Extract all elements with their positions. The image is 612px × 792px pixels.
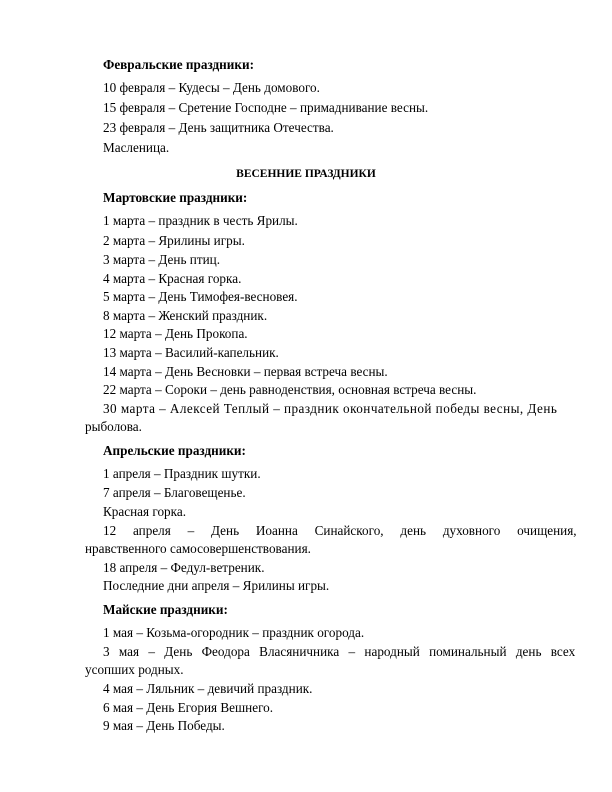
april-item: Последние дни апреля – Ярилины игры.: [103, 578, 330, 593]
march-item: 12 марта – День Прокопа.: [103, 326, 248, 341]
march-item: 22 марта – Сороки – день равноденствия, основная встреча весны.: [103, 382, 477, 397]
march-item: 14 марта – День Весновки – первая встреча весны.: [103, 364, 388, 379]
april-item: Красная горка.: [103, 504, 186, 519]
april-item-justified: 12 апреля – День Иоанна Синайского, день духовного очищения,: [103, 523, 577, 538]
may-item-continuation: усопших родных.: [85, 662, 184, 677]
march-item: 2 марта – Ярилины игры.: [103, 233, 245, 248]
february-item: 23 февраля – День защитника Отечества.: [103, 120, 334, 135]
march-item-continuation: рыболова.: [85, 419, 142, 434]
may-item: 6 мая – День Егория Вешнего.: [103, 700, 274, 715]
march-heading: Мартовские праздники:: [103, 190, 248, 205]
march-item-justified: 30 марта – Алексей Теплый – праздник окончательной победы весны, День: [103, 401, 558, 416]
march-item: 1 марта – праздник в честь Ярилы.: [103, 213, 298, 228]
february-item: Масленица.: [103, 140, 170, 155]
march-item: 5 марта – День Тимофея-весновея.: [103, 289, 298, 304]
april-item-continuation: нравственного самосовершенствования.: [85, 541, 311, 556]
may-item: 9 мая – День Победы.: [103, 718, 225, 733]
may-item: 4 мая – Ляльник – девичий праздник.: [103, 681, 313, 696]
march-item: 3 марта – День птиц.: [103, 252, 220, 267]
april-item: 18 апреля – Федул-ветреник.: [103, 560, 265, 575]
april-item: 7 апреля – Благовещенье.: [103, 485, 246, 500]
march-item: 13 марта – Василий-капельник.: [103, 345, 279, 360]
february-heading: Февральские праздники:: [103, 57, 254, 72]
may-item-justified: 3 мая – День Феодора Власяничника – народный поминальный день всех: [103, 644, 576, 659]
february-item: 10 февраля – Кудесы – День домового.: [103, 80, 320, 95]
march-item: 4 марта – Красная горка.: [103, 271, 242, 286]
february-item: 15 февраля – Сретение Господне – примаднивание весны.: [103, 100, 429, 115]
may-heading: Майские праздники:: [103, 602, 228, 617]
april-item: 1 апреля – Праздник шутки.: [103, 466, 261, 481]
section-heading-spring: ВЕСЕННИЕ ПРАЗДНИКИ: [236, 168, 376, 180]
may-item: 1 мая – Козьма-огородник – праздник огорода.: [103, 625, 365, 640]
april-heading: Апрельские праздники:: [103, 443, 246, 458]
march-item: 8 марта – Женский праздник.: [103, 308, 268, 323]
